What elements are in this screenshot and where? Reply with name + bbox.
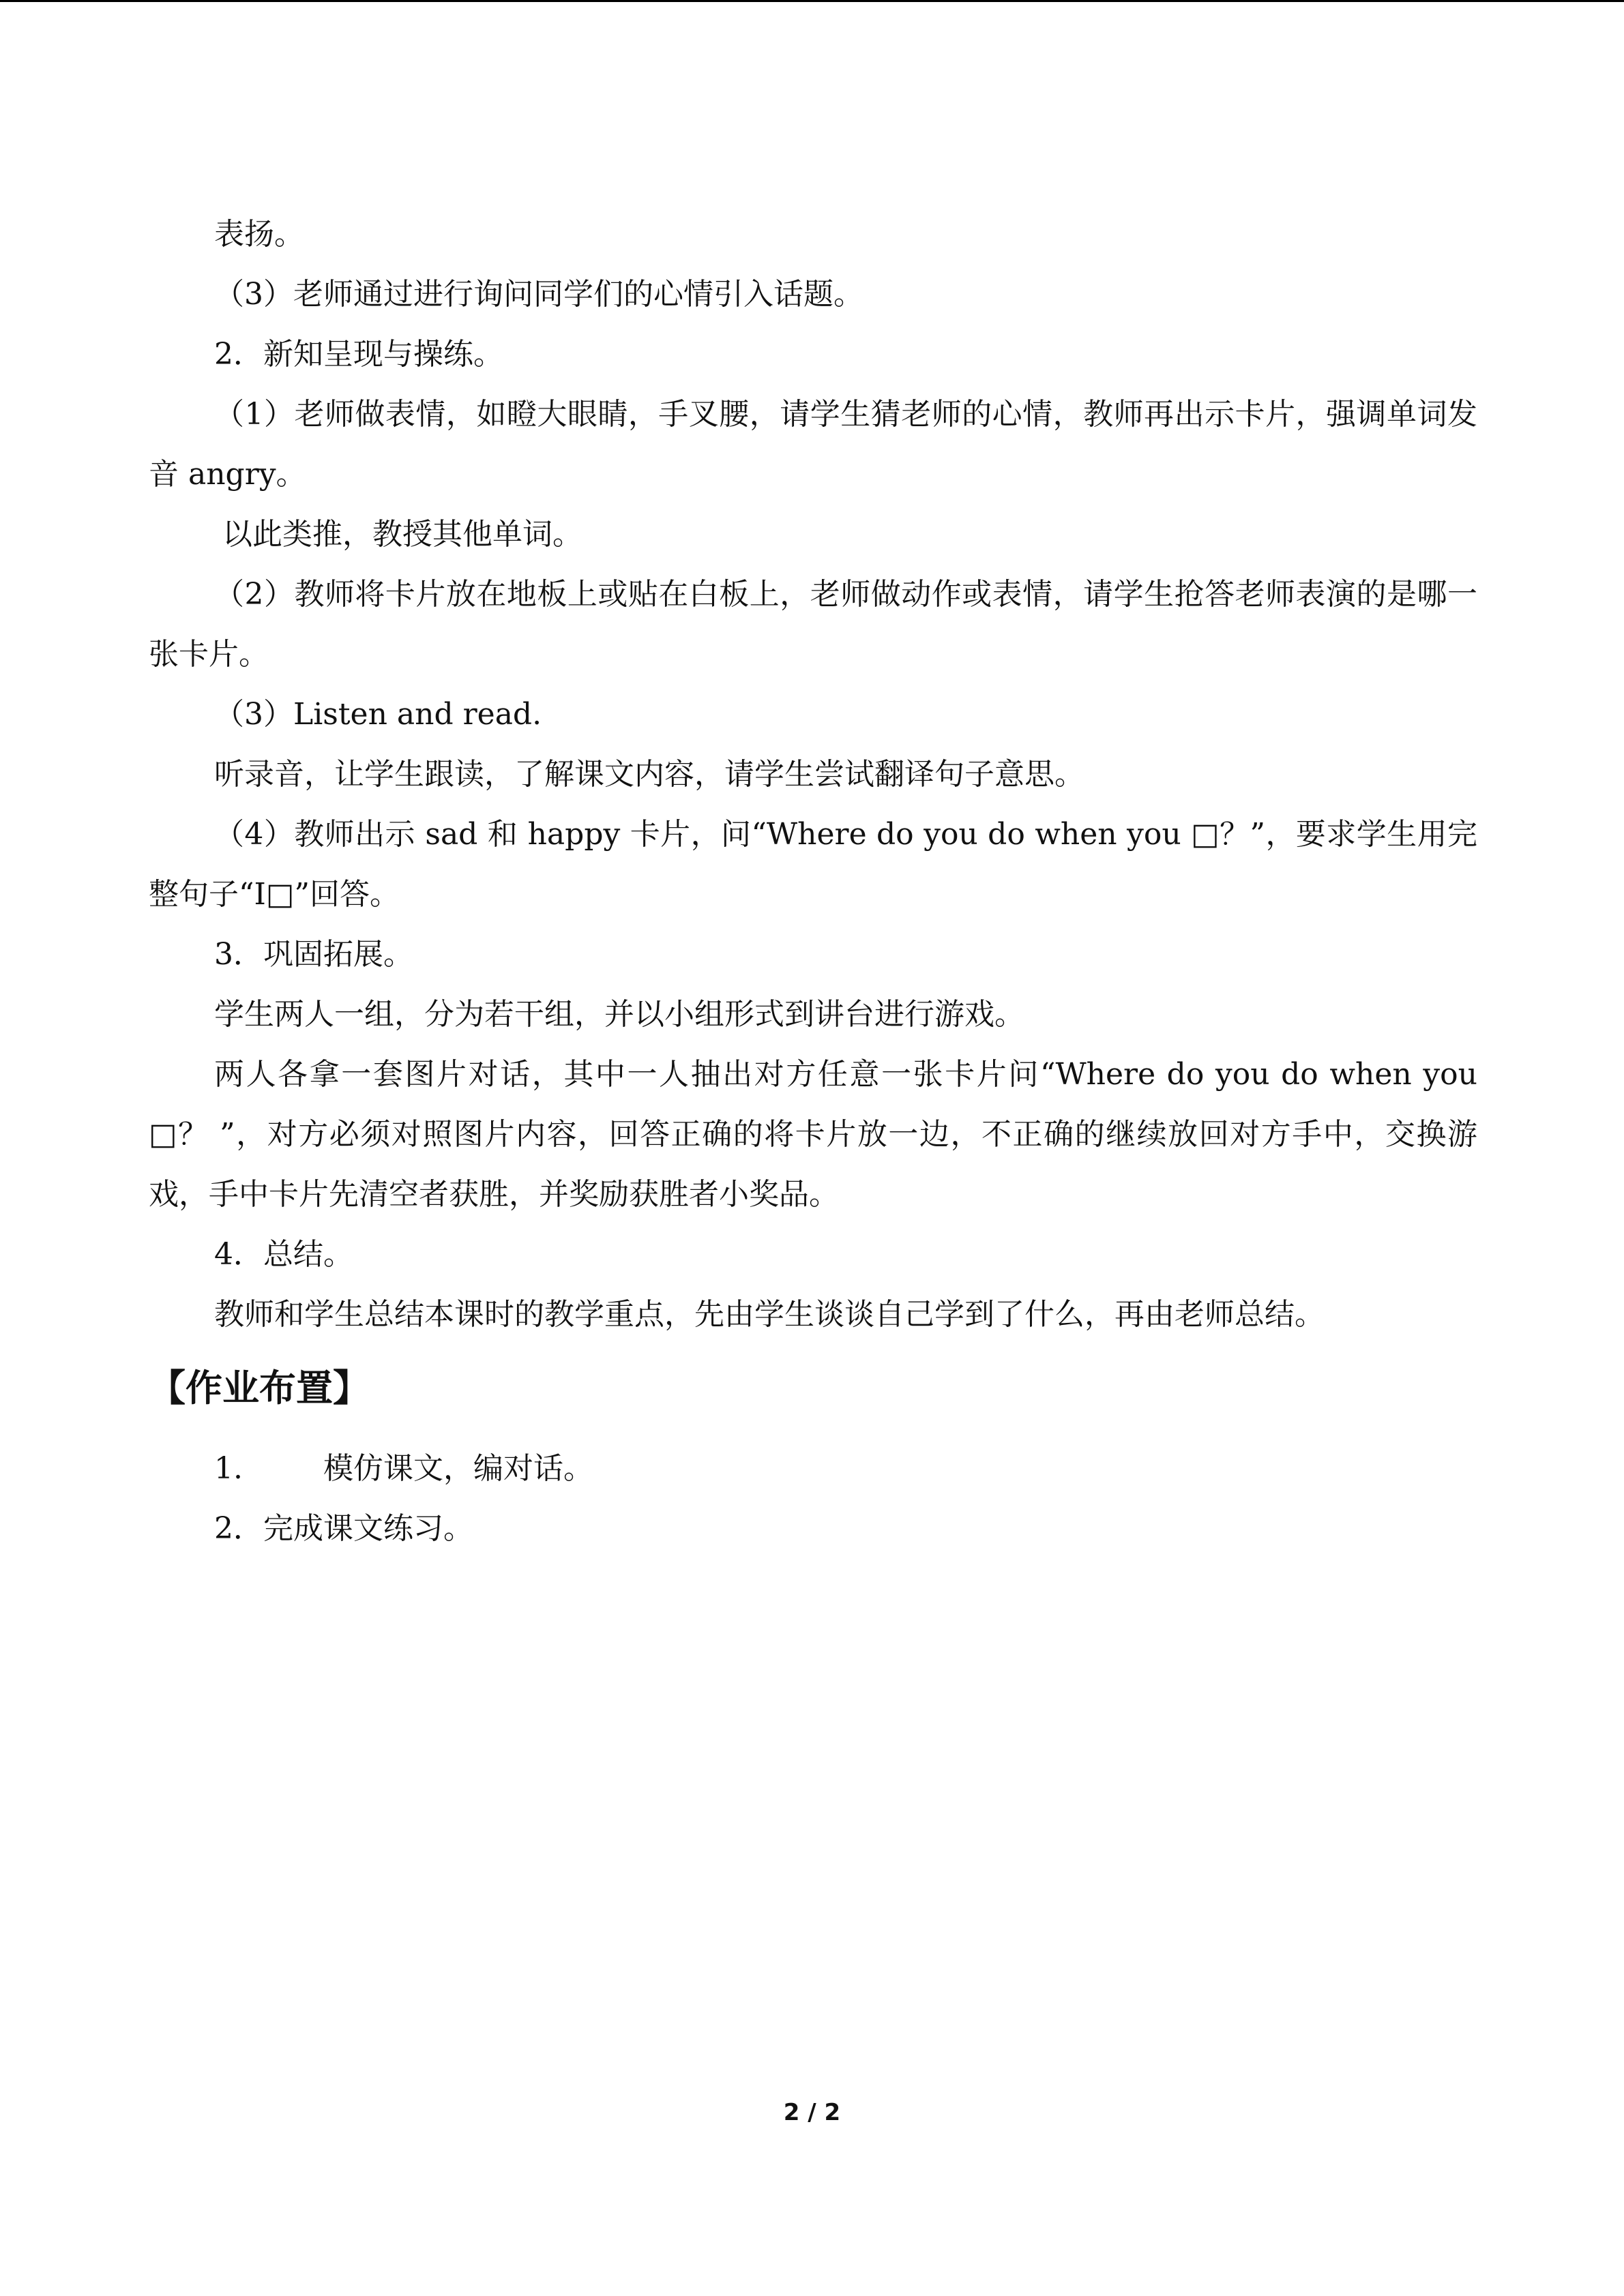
paragraph: （1）老师做表情，如瞪大眼睛，手叉腰，请学生猜老师的心情，教师再出示卡片，强调单词发音 angry。 [149, 397, 1477, 492]
homework-item-number: 2． [214, 1511, 263, 1546]
paragraph: 以此类推，教授其他单词。 [222, 517, 582, 552]
homework-item-text: 模仿课文，编对话。 [323, 1451, 593, 1486]
section-heading: 2．新知呈现与操练。 [214, 337, 503, 372]
paragraph: （3）老师通过进行询问同学们的心情引入话题。 [214, 277, 863, 312]
paragraph: 教师和学生总结本课时的教学重点，先由学生谈谈自己学到了什么，再由老师总结。 [214, 1297, 1325, 1332]
document-body [149, 205, 1477, 1559]
paragraph: （4）教师出示 sad 和 happy 卡片，问“Where do you do when you □？”，要求学生用完整句子“I□”回答。 [149, 817, 1477, 912]
section-heading: 4．总结。 [214, 1237, 353, 1272]
top-border-line [0, 0, 1624, 2]
paragraph: （2）教师将卡片放在地板上或贴在白板上，老师做动作或表情，请学生抢答老师表演的是哪一张卡片。 [149, 577, 1477, 672]
paragraph: 表扬。 [214, 217, 304, 252]
paragraph: 听录音，让学生跟读，了解课文内容，请学生尝试翻译句子意思。 [214, 757, 1084, 792]
homework-item-number: 1. [214, 1451, 243, 1486]
paragraph: 学生两人一组，分为若干组，并以小组形式到讲台进行游戏。 [214, 997, 1024, 1032]
homework-item [149, 1499, 1477, 1559]
homework-item-text: 完成课文练习。 [263, 1511, 473, 1546]
page-number: 2 / 2 [783, 2099, 841, 2126]
homework-item [149, 1439, 1477, 1499]
homework-heading: 【作业布置】 [149, 1367, 370, 1410]
paragraph: 两人各拿一套图片对话，其中一人抽出对方任意一张卡片问“Where do you do when you □？ ”，对方必须对照图片内容，回答正确的将卡片放一边，不正确的继续放回对方手中，交换游戏，手中卡片先清空者获胜，并奖励获胜者小奖品。 [149, 1057, 1477, 1212]
paragraph: （3）Listen and read. [214, 697, 542, 732]
section-heading: 3．巩固拓展。 [214, 937, 413, 972]
